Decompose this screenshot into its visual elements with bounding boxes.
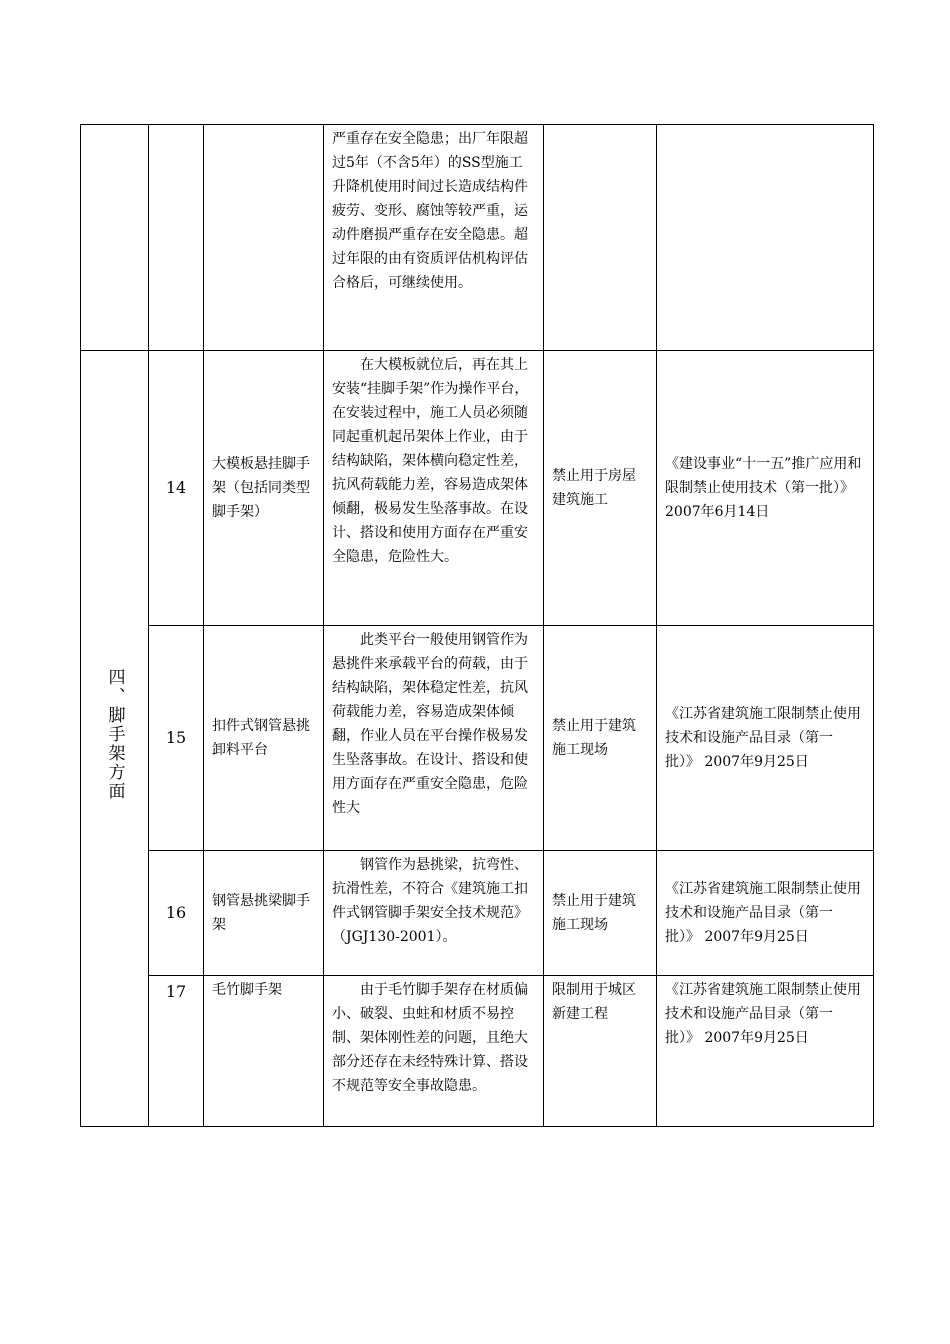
- row-number: 15: [149, 626, 204, 851]
- basis-cell: 《建设事业“十一五”推广应用和限制禁止使用技术（第一批）》 2007年6月14日: [657, 351, 874, 626]
- table-row: [81, 351, 874, 626]
- description-cell: 钢管作为悬挑梁，抗弯性、抗滑性差，不符合《建筑施工扣件式钢管脚手架安全技术规范》（JGJ130-2001）。: [324, 851, 544, 976]
- description-cell: 此类平台一般使用钢管作为悬挑件来承载平台的荷载，由于结构缺陷，架体稳定性差，抗风荷载能力差，容易造成架体倾翻，作业人员在平台操作极易发生坠落事故。在设计、搭设和使用方面存在严重安全隐患，危险性大: [324, 626, 544, 851]
- table-row: [81, 976, 874, 1127]
- description-cell: 在大模板就位后，再在其上安装“挂脚手架”作为操作平台，在安装过程中，施工人员必须随同起重机起吊架体上作业，由于结构缺陷，架体横向稳定性差，抗风荷载能力差，容易造成架体倾翻，极易发生坠落事故。在设计、搭设和使用方面存在严重安全隐患，危险性大。: [324, 351, 544, 626]
- basis-cell: 《江苏省建筑施工限制禁止使用技术和设施产品目录（第一批）》 2007年9月25日: [657, 626, 874, 851]
- category-cell: [81, 351, 149, 1127]
- row-number: 14: [149, 351, 204, 626]
- category-cell-empty: [81, 125, 149, 351]
- description-cell: 由于毛竹脚手架存在材质偏小、破裂、虫蛀和材质不易控制、架体刚性差的问题，且绝大部分还存在未经特殊计算、搭设不规范等安全事故隐患。: [324, 976, 544, 1127]
- basis-cell: 《江苏省建筑施工限制禁止使用技术和设施产品目录（第一批）》 2007年9月25日: [657, 851, 874, 976]
- table-row: [81, 626, 874, 851]
- basis-cell-empty: [657, 125, 874, 351]
- scope-cell: 禁止用于建筑施工现场: [544, 626, 657, 851]
- item-name: 扣件式钢管悬挑卸料平台: [204, 626, 324, 851]
- table-row: [81, 851, 874, 976]
- table-row-continued: [81, 125, 874, 351]
- category-label: 四、脚手架方面: [104, 668, 125, 801]
- item-name: 毛竹脚手架: [204, 976, 324, 1127]
- scope-cell-empty: [544, 125, 657, 351]
- row-number: 17: [149, 976, 204, 1127]
- description-cell: 严重存在安全隐患；出厂年限超过5年（不含5年）的SS型施工升降机使用时间过长造成结构件疲劳、变形、腐蚀等较严重，运动件磨损严重存在安全隐患。超过年限的由有资质评估机构评估合格后，可继续使用。: [324, 125, 544, 351]
- row-number: 16: [149, 851, 204, 976]
- scope-cell: 限制用于城区新建工程: [544, 976, 657, 1127]
- scope-cell: 禁止用于房屋建筑施工: [544, 351, 657, 626]
- item-name: 钢管悬挑梁脚手架: [204, 851, 324, 976]
- item-name: 大模板悬挂脚手架（包括同类型脚手架）: [204, 351, 324, 626]
- scope-cell: 禁止用于建筑施工现场: [544, 851, 657, 976]
- name-cell-empty: [204, 125, 324, 351]
- basis-cell: 《江苏省建筑施工限制禁止使用技术和设施产品目录（第一批）》 2007年9月25日: [657, 976, 874, 1127]
- restricted-technology-table: [80, 124, 874, 1127]
- number-cell-empty: [149, 125, 204, 351]
